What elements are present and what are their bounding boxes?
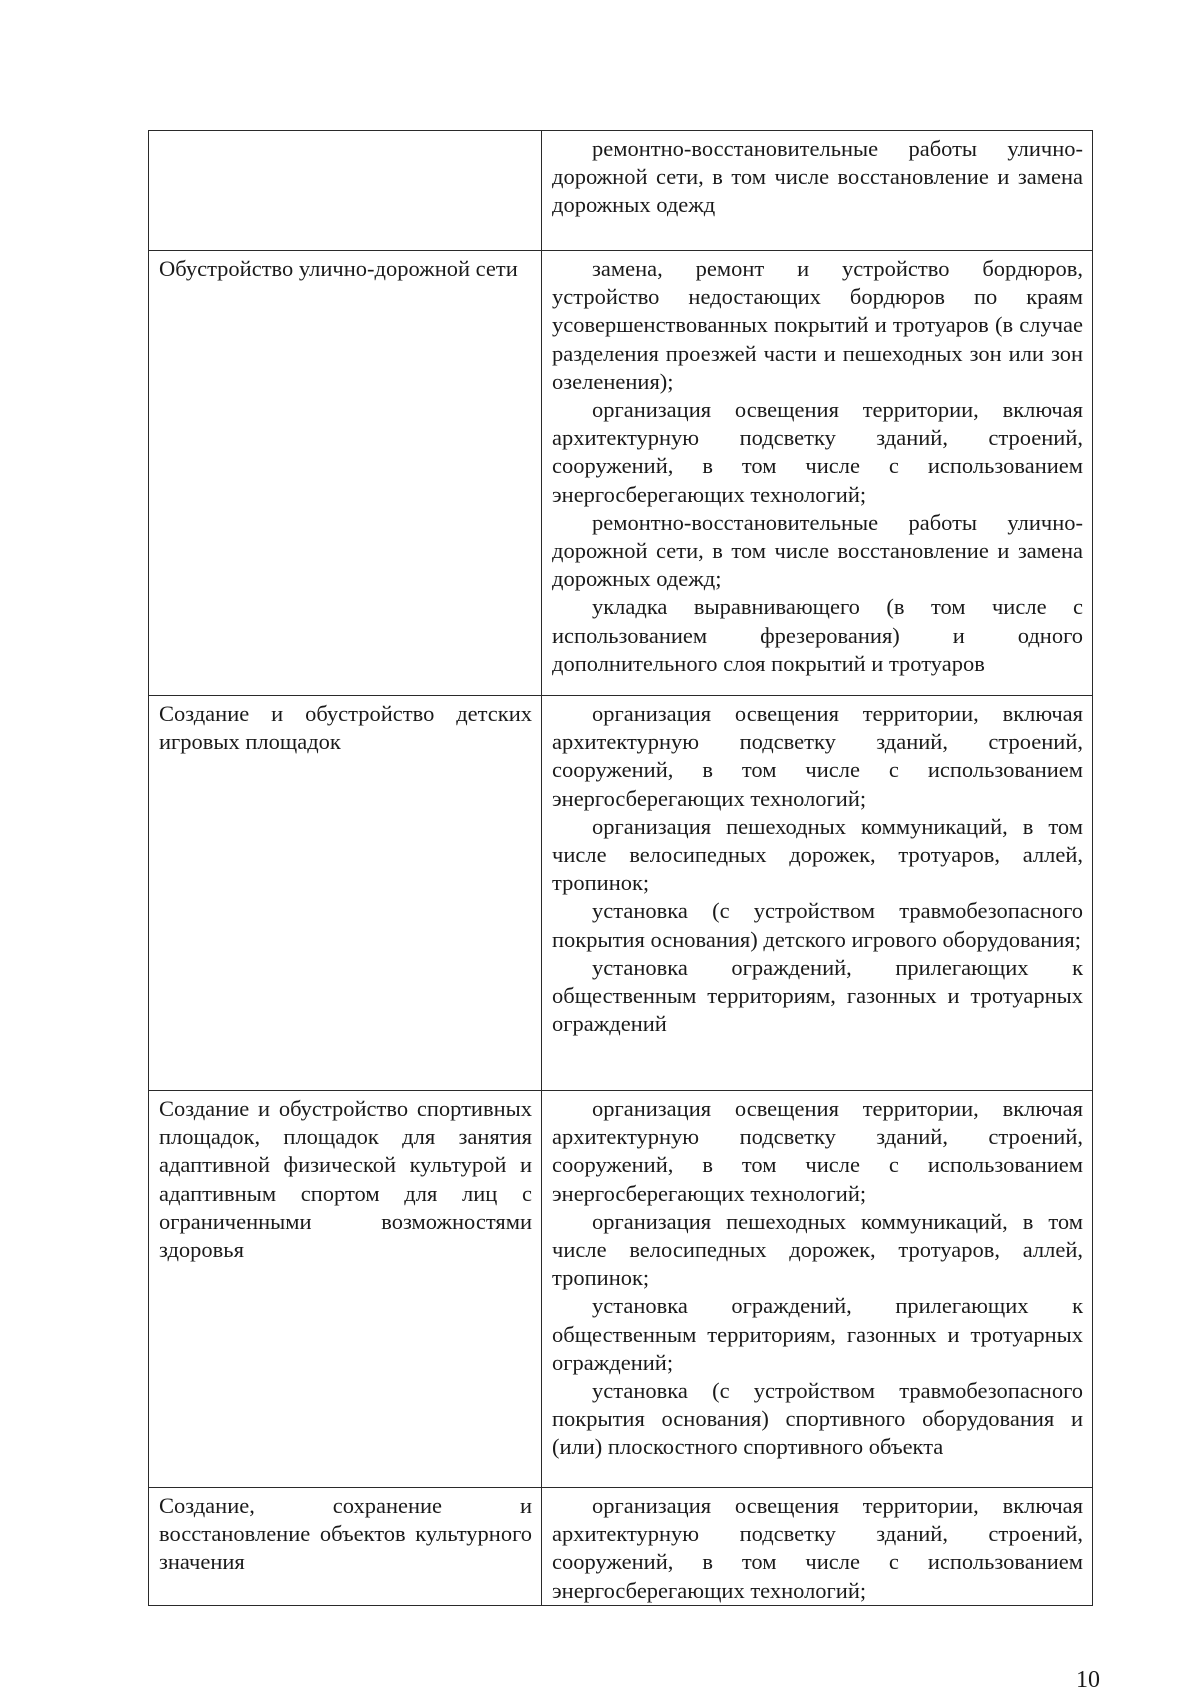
area-name: Создание и обустройство спортивных площадок, площадок для занятия адаптивной физической культурой и адаптивным спортом для лиц с ограниченными возможностями здоровья [159,1096,532,1263]
works-cell [542,1091,1093,1488]
work-item: установка (с устройством травмобезопасного покрытия основания) спортивного оборудования и (или) плоскостного спортивного объекта [552,1378,1083,1460]
work-item: организация освещения территории, включая архитектурную подсветку зданий, строений, сооружений, в том числе с использованием энергосберегающих технологий; [552,397,1083,507]
area-cell [149,1091,542,1488]
work-item: ремонтно-восстановительные работы улично-дорожной сети, в том числе восстановление и замена дорожных одежд; [552,509,1083,592]
page-number: 10 [1076,1667,1100,1693]
works-cell [542,1488,1093,1606]
work-item: ремонтно-восстановительные работы улично-дорожной сети, в том числе восстановление и замена дорожных одежд [552,136,1083,218]
work-item: организация пешеходных коммуникаций, в том числе велосипедных дорожек, тротуаров, аллей, тропинок; [552,813,1083,896]
area-name: Обустройство улично-дорожной сети [159,256,518,281]
area-name: Создание, сохранение и восстановление объектов культурного значения [159,1493,532,1575]
work-item: организация пешеходных коммуникаций, в том числе велосипедных дорожек, тротуаров, аллей, тропинок; [552,1208,1083,1291]
work-item: организация освещения территории, включая архитектурную подсветку зданий, строений, сооружений, в том числе с использованием энергосберегающих технологий; [552,1493,1083,1603]
table-row [149,696,1093,1091]
work-item: организация освещения территории, включая архитектурную подсветку зданий, строений, сооружений, в том числе с использованием энергосберегающих технологий; [552,701,1083,811]
area-name: Создание и обустройство детских игровых площадок [159,701,532,755]
works-cell [542,131,1093,251]
works-cell [542,251,1093,696]
works-cell [542,696,1093,1091]
area-cell [149,1488,542,1606]
work-item: организация освещения территории, включая архитектурную подсветку зданий, строений, сооружений, в том числе с использованием энергосберегающих технологий; [552,1096,1083,1206]
work-item: укладка выравнивающего (в том числе с использованием фрезерования) и одного дополнительного слоя покрытий и тротуаров [552,594,1083,676]
work-item: установка ограждений, прилегающих к общественным территориям, газонных и тротуарных ограждений; [552,1293,1083,1375]
table-row [149,131,1093,251]
works-table [148,130,1093,1606]
work-item: замена, ремонт и устройство бордюров, устройство недостающих бордюров по краям усовершенствованных покрытий и тротуаров (в случае разделения проезжей части и пешеходных зон или зон озеленения); [552,256,1083,394]
table-row [149,1488,1093,1606]
area-cell [149,131,542,251]
work-item: установка (с устройством травмобезопасного покрытия основания) детского игрового оборудования; [552,898,1083,952]
area-cell [149,251,542,696]
table-row [149,1091,1093,1488]
work-item: установка ограждений, прилегающих к общественным территориям, газонных и тротуарных ограждений [552,954,1083,1037]
area-cell [149,696,542,1091]
table-row [149,251,1093,696]
